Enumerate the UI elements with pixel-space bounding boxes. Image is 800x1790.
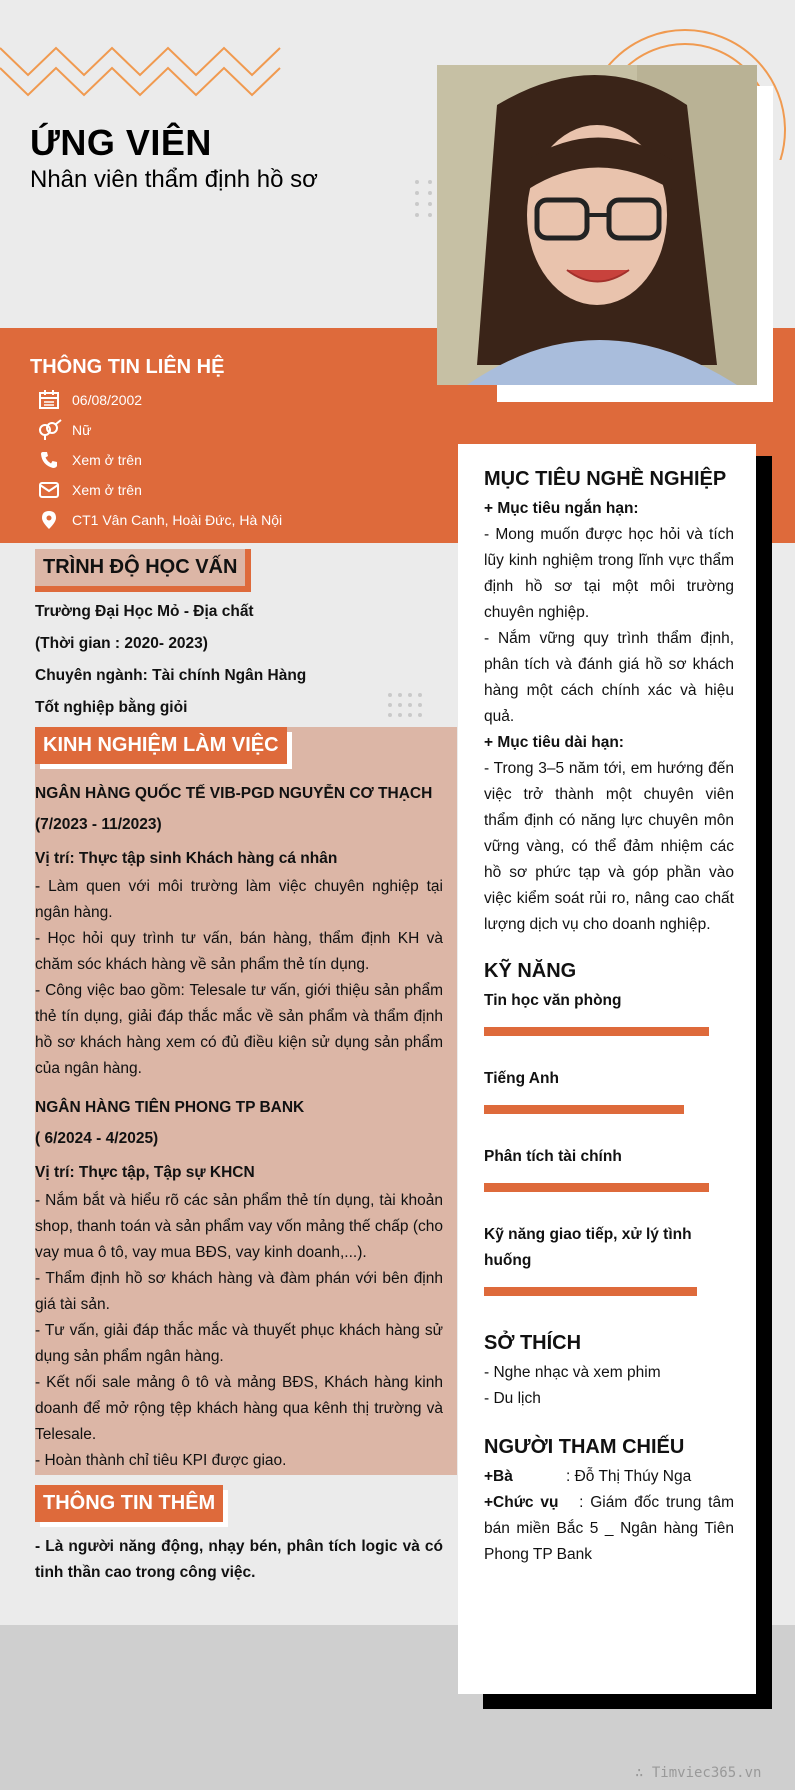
reference-name: : Đỗ Thị Thúy Nga [566,1468,692,1485]
job-period: ( 6/2024 - 4/2025) [35,1130,159,1147]
skill-bar [484,1105,684,1114]
objective-short-2: - Nắm vững quy trình thẩm định, phân tích và đánh giá hồ sơ khách hàng một cách chính xác và hiệu quả. [484,630,734,725]
job-duty: - Tư vấn, giải đáp thắc mắc và thuyết phục khách hàng sử dụng sản phẩm ngân hàng. [35,1322,443,1365]
objective-heading: MỤC TIÊU NGHỀ NGHIỆP [484,468,727,490]
experience-content [35,778,443,1474]
education-grade: Tốt nghiệp bằng giỏi [35,699,188,716]
job-duty: - Công việc bao gồm: Telesale tư vấn, giới thiệu sản phẩm thẻ tín dụng, giải đáp thắc mắc về sản phẩm và thẩm định hồ sơ khách hàng xem có đủ điều kiện sử dụng sản phẩm của ngân hàng. [35,982,443,1077]
contact-birthday: 06/08/2002 [72,392,143,408]
job-title: Nhân viên thẩm định hồ sơ [30,166,318,193]
job-period: (7/2023 - 11/2023) [35,816,162,833]
job-position: Vị trí: Thực tập, Tập sự KHCN [35,1164,255,1181]
extra-info-heading: THÔNG TIN THÊM [35,1485,223,1522]
job-duty: - Làm quen với môi trường làm việc chuyên nghiệp tại ngân hàng. [35,878,443,921]
dots-decoration [388,693,421,717]
candidate-title: ỨNG VIÊN [30,122,212,163]
job-duty: - Nắm bắt và hiểu rõ các sản phẩm thẻ tín dụng, tài khoản shop, thanh toán và sản phẩm vay vốn mảng thế chấp (cho vay mua ô tô, vay mua BĐS, vay kinh doanh,...). [35,1192,443,1261]
job-duty: - Thẩm định hồ sơ khách hàng và đàm phán với bên định giá tài sản. [35,1270,443,1313]
contact-item-address [36,505,456,535]
hobbies-heading: SỞ THÍCH [484,1332,582,1354]
objective-long-1: - Trong 3–5 năm tới, em hướng đến việc trở thành một chuyên viên thẩm định có năng lực chuyên môn vững vàng, có thể đảm nhiệm các hồ sơ phức tạp và góp phần vào việc kiểm soát rủi ro, nâng cao chất lượng dịch vụ cho doanh nghiệp. [484,760,734,933]
right-gutter [795,0,800,1790]
email-icon [36,479,62,501]
phone-icon [36,449,62,471]
skill-name: Kỹ năng giao tiếp, xử lý tình huống [484,1226,692,1269]
location-icon [36,509,62,531]
skill-bar [484,1027,709,1036]
reference-heading: NGƯỜI THAM CHIẾU [484,1436,685,1458]
zigzag-decoration [0,30,290,100]
contact-phone: Xem ở trên [72,452,142,468]
job-duty: - Kết nối sale mảng ô tô và mảng BĐS, Khách hàng kinh doanh để mở rộng tệp khách hàng qua kênh thị trường và Telesale. [35,1374,443,1443]
education-school: Trường Đại Học Mỏ - Địa chất [35,603,254,620]
skill-bar [484,1183,709,1192]
reference-role-value: : Giám đốc trung tâm bán miền Bắc 5 _ Ngân hàng Tiên Phong TP Bank [484,1494,735,1563]
hobby-item: - Du lịch [484,1390,541,1407]
reference-name-label: +Bà [484,1468,513,1485]
contact-item-birthday [36,385,456,415]
objective-long-label: + Mục tiêu dài hạn: [484,734,624,751]
objective-short-1: - Mong muốn được học hỏi và tích lũy kinh nghiệm trong lĩnh vực thẩm định hồ sơ tại một môi trường chuyên nghiệp. [484,526,734,621]
contact-email: Xem ở trên [72,482,142,498]
education-period: (Thời gian : 2020- 2023) [35,635,208,652]
extra-info-text: - Là người năng động, nhạy bén, phân tích logic và có tinh thần cao trong công việc. [35,1538,443,1581]
contact-gender: Nữ [72,422,92,438]
gender-icon [36,419,62,441]
skills-heading: KỸ NĂNG [484,960,577,982]
contact-item-gender [36,415,456,445]
skill-name: Tin học văn phòng [484,992,622,1009]
experience-heading: KINH NGHIỆM LÀM VIỆC [35,727,287,764]
job-company: NGÂN HÀNG TIÊN PHONG TP BANK [35,1099,305,1116]
job-position: Vị trí: Thực tập sinh Khách hàng cá nhân [35,850,338,867]
skill-bar [484,1287,697,1296]
reference-role-label: +Chức vụ [484,1494,559,1511]
objective-short-label: + Mục tiêu ngắn hạn: [484,500,639,517]
skill-name: Phân tích tài chính [484,1148,622,1165]
calendar-icon [36,389,62,411]
education-heading: TRÌNH ĐỘ HỌC VẤN [35,549,251,592]
right-panel-content [484,462,734,1568]
contact-list [36,385,456,535]
job-company: NGÂN HÀNG QUỐC TẾ VIB-PGD NGUYỄN CƠ THẠCH [35,785,433,802]
reference-name-row [484,1464,734,1490]
reference-role [484,1490,734,1568]
education-major: Chuyên ngành: Tài chính Ngân Hàng [35,667,307,684]
job-duty: - Hoàn thành chỉ tiêu KPI được giao. [35,1452,287,1469]
contact-item-email [36,475,456,505]
contact-heading: THÔNG TIN LIÊN HỆ [30,356,225,378]
contact-address: CT1 Vân Canh, Hoài Đức, Hà Nội [72,512,283,528]
skill-name: Tiếng Anh [484,1070,559,1087]
profile-photo [437,65,757,385]
contact-item-phone [36,445,456,475]
watermark: ∴ Timviec365.vn [635,1765,762,1781]
hobby-item: - Nghe nhạc và xem phim [484,1364,661,1381]
education-block [35,596,443,724]
job-duty: - Học hỏi quy trình tư vấn, bán hàng, thẩm định KH và chăm sóc khách hàng về sản phẩm thẻ tín dụng. [35,930,443,973]
